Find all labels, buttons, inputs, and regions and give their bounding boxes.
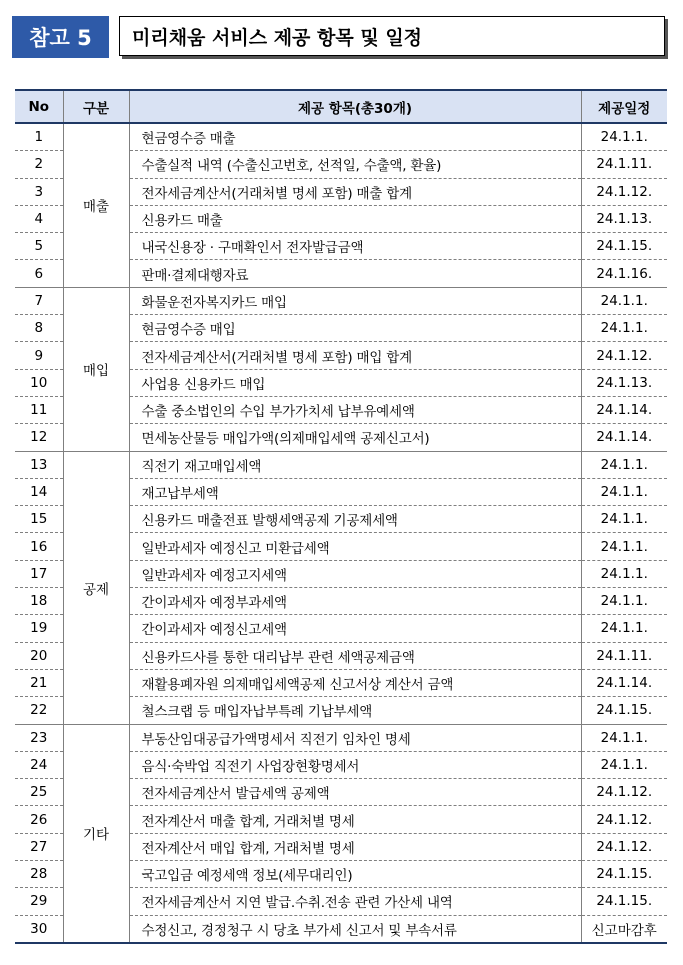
row-number: 18 — [15, 588, 63, 615]
item-cell: 일반과세자 예정신고 미환급세액 — [129, 533, 581, 560]
item-cell: 재활용폐자원 의제매입세액공제 신고서상 계산서 금액 — [129, 669, 581, 696]
item-cell: 화물운전자복지카드 매입 — [129, 287, 581, 314]
table-header-row — [15, 90, 667, 123]
date-cell: 24.1.11. — [581, 642, 667, 669]
item-cell: 간이과세자 예정부과세액 — [129, 588, 581, 615]
item-cell: 수출 중소법인의 수입 부가가치세 납부유예세액 — [129, 396, 581, 423]
category-cell: 기타 — [63, 724, 129, 943]
item-cell: 간이과세자 예정신고세액 — [129, 615, 581, 642]
date-cell: 24.1.14. — [581, 669, 667, 696]
row-number: 4 — [15, 205, 63, 232]
item-cell: 음식·숙박업 직전기 사업장현황명세서 — [129, 751, 581, 778]
date-cell: 24.1.11. — [581, 151, 667, 178]
date-cell: 24.1.1. — [581, 506, 667, 533]
date-cell: 24.1.1. — [581, 478, 667, 505]
item-cell: 부동산임대공급가액명세서 직전기 임차인 명세 — [129, 724, 581, 751]
item-cell: 국고입금 예정세액 정보(세무대리인) — [129, 861, 581, 888]
row-number: 16 — [15, 533, 63, 560]
date-cell: 24.1.1. — [581, 123, 667, 151]
date-cell: 24.1.1. — [581, 751, 667, 778]
row-number: 28 — [15, 861, 63, 888]
item-cell: 현금영수증 매출 — [129, 123, 581, 151]
date-cell: 24.1.12. — [581, 342, 667, 369]
item-cell: 전자세금계산서 발급세액 공제액 — [129, 779, 581, 806]
item-cell: 직전기 재고매입세액 — [129, 451, 581, 478]
row-number: 1 — [15, 123, 63, 151]
date-cell: 24.1.14. — [581, 396, 667, 423]
item-cell: 전자세금계산서 지연 발급.수취.전송 관련 가산세 내역 — [129, 888, 581, 915]
table-row — [15, 724, 667, 751]
row-number: 27 — [15, 833, 63, 860]
item-cell: 수출실적 내역 (수출신고번호, 선적일, 수출액, 환율) — [129, 151, 581, 178]
item-cell: 내국신용장 · 구매확인서 전자발급금액 — [129, 233, 581, 260]
item-cell: 판매·결제대행자료 — [129, 260, 581, 287]
reference-badge: 참고 5 — [12, 16, 109, 58]
item-cell: 현금영수증 매입 — [129, 315, 581, 342]
date-cell: 24.1.1. — [581, 560, 667, 587]
date-cell: 24.1.12. — [581, 806, 667, 833]
table-row — [15, 287, 667, 314]
row-number: 10 — [15, 369, 63, 396]
date-cell: 24.1.15. — [581, 697, 667, 724]
item-cell: 전자세금계산서(거래처별 명세 포함) 매입 합계 — [129, 342, 581, 369]
date-cell: 24.1.14. — [581, 424, 667, 451]
date-cell: 24.1.1. — [581, 724, 667, 751]
row-number: 8 — [15, 315, 63, 342]
date-cell: 24.1.12. — [581, 779, 667, 806]
row-number: 2 — [15, 151, 63, 178]
date-cell: 24.1.12. — [581, 833, 667, 860]
row-number: 26 — [15, 806, 63, 833]
row-number: 19 — [15, 615, 63, 642]
date-cell: 24.1.15. — [581, 888, 667, 915]
column-header-date: 제공일정 — [581, 90, 667, 123]
date-cell: 24.1.13. — [581, 369, 667, 396]
date-cell: 24.1.1. — [581, 451, 667, 478]
row-number: 30 — [15, 915, 63, 943]
date-cell: 24.1.15. — [581, 861, 667, 888]
row-number: 9 — [15, 342, 63, 369]
item-cell: 일반과세자 예정고지세액 — [129, 560, 581, 587]
item-cell: 면세농산물등 매입가액(의제매입세액 공제신고서) — [129, 424, 581, 451]
row-number: 5 — [15, 233, 63, 260]
item-cell: 신용카드사를 통한 대리납부 관련 세액공제금액 — [129, 642, 581, 669]
row-number: 22 — [15, 697, 63, 724]
category-cell: 공제 — [63, 451, 129, 724]
date-cell: 24.1.1. — [581, 533, 667, 560]
row-number: 7 — [15, 287, 63, 314]
date-cell: 24.1.1. — [581, 315, 667, 342]
row-number: 12 — [15, 424, 63, 451]
category-cell: 매입 — [63, 287, 129, 451]
row-number: 24 — [15, 751, 63, 778]
date-cell: 24.1.1. — [581, 287, 667, 314]
date-cell: 24.1.13. — [581, 205, 667, 232]
item-cell: 신용카드 매출전표 발행세액공제 기공제세액 — [129, 506, 581, 533]
item-cell: 재고납부세액 — [129, 478, 581, 505]
item-cell: 전자계산서 매출 합계, 거래처별 명세 — [129, 806, 581, 833]
row-number: 6 — [15, 260, 63, 287]
column-header-no: No — [15, 90, 63, 123]
date-cell: 24.1.16. — [581, 260, 667, 287]
item-cell: 사업용 신용카드 매입 — [129, 369, 581, 396]
item-cell: 신용카드 매출 — [129, 205, 581, 232]
row-number: 3 — [15, 178, 63, 205]
column-header-category: 구분 — [63, 90, 129, 123]
item-cell: 전자계산서 매입 합계, 거래처별 명세 — [129, 833, 581, 860]
row-number: 25 — [15, 779, 63, 806]
date-cell: 24.1.15. — [581, 233, 667, 260]
page-title: 미리채움 서비스 제공 항목 및 일정 — [119, 16, 665, 56]
date-cell: 24.1.1. — [581, 588, 667, 615]
item-cell: 수정신고, 경정청구 시 당초 부가세 신고서 및 부속서류 — [129, 915, 581, 943]
item-cell: 전자세금계산서(거래처별 명세 포함) 매출 합계 — [129, 178, 581, 205]
row-number: 14 — [15, 478, 63, 505]
column-header-item: 제공 항목(총30개) — [129, 90, 581, 123]
date-cell: 신고마감후 — [581, 915, 667, 943]
row-number: 29 — [15, 888, 63, 915]
table-row — [15, 451, 667, 478]
schedule-table — [15, 89, 667, 944]
table-body — [15, 123, 667, 943]
date-cell: 24.1.1. — [581, 615, 667, 642]
item-cell: 철스크랩 등 매입자납부특례 기납부세액 — [129, 697, 581, 724]
row-number: 23 — [15, 724, 63, 751]
date-cell: 24.1.12. — [581, 178, 667, 205]
row-number: 21 — [15, 669, 63, 696]
row-number: 20 — [15, 642, 63, 669]
row-number: 17 — [15, 560, 63, 587]
row-number: 13 — [15, 451, 63, 478]
category-cell: 매출 — [63, 123, 129, 287]
row-number: 15 — [15, 506, 63, 533]
table-row — [15, 123, 667, 151]
row-number: 11 — [15, 396, 63, 423]
